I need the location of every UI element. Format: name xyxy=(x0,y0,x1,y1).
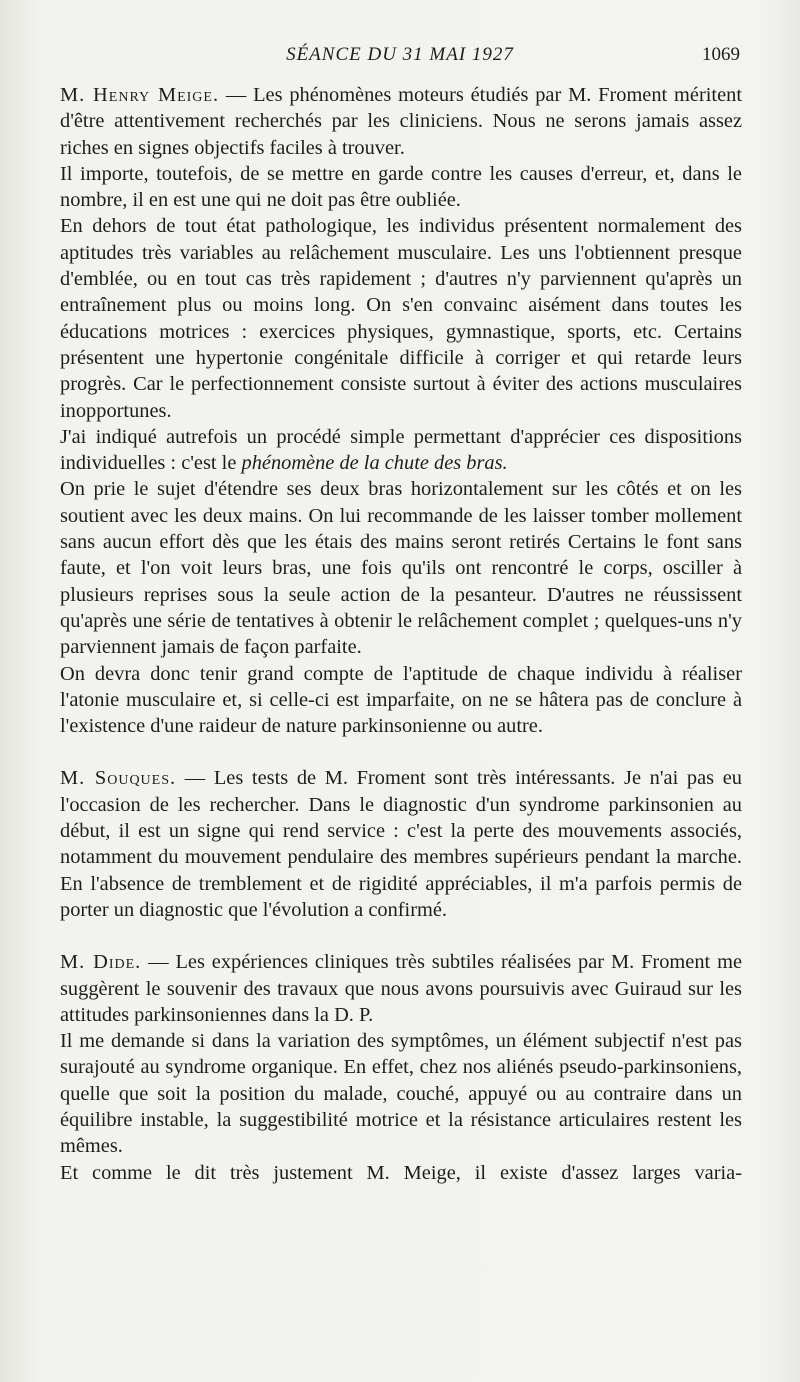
speaker-dide: M. Dide. xyxy=(60,951,142,974)
page-number: 1069 xyxy=(702,44,740,65)
section-gap xyxy=(60,923,742,949)
chute-des-bras-term: phénomène de la chute des bras. xyxy=(241,452,508,475)
meige-paragraph-3: En dehors de tout état pathologique, les individus présentent normalement des aptitudes très variables au relâchement musculaire. Les uns l'obtiennent presque d'emblée, ou en tout cas très rapidement ; d'autres n'y parviennent qu'après un entraînement plus ou moins long. On s'en convainc aisément dans toutes les éducations motrices : exercices physiques, gymnastique, sports, etc. Certains présentent une hypertonie congénitale difficile à corriger et qui retarde leurs progrès. Car le perfectionnement consiste surtout à éviter des actions musculaires inopportunes. xyxy=(60,215,742,422)
section-gap xyxy=(60,739,742,765)
speaker-meige: M. Henry Meige. xyxy=(60,84,220,106)
meige-paragraph-4 xyxy=(60,424,742,477)
souques-paragraph-1 xyxy=(60,765,742,923)
souques-paragraph-1-text: — Les tests de M. Froment sont très intéressants. Je n'ai pas eu l'occasion de les rechercher. Dans le diagnostic d'un syndrome parkinsonien au début, il est un signe qui rend service : c'est la perte des mouvements associés, notamment du mouvement pendulaire des membres supérieurs pendant la marche. En l'absence de tremblement et de rigidité appréciables, il m'a parfois permis de porter un diagnostic que l'évolution a confirmé. xyxy=(60,767,742,921)
running-title: SÉANCE DU 31 MAI 1927 xyxy=(286,44,514,65)
body-text xyxy=(60,82,742,1186)
dide-paragraph-3: Et comme le dit très justement M. Meige, il existe d'assez larges varia- xyxy=(60,1161,742,1184)
page-header xyxy=(60,44,740,74)
dide-paragraph-2: Il me demande si dans la variation des symptômes, un élément subjectif n'est pas surajouté au syndrome organique. En effet, chez nos aliénés pseudo-parkinsoniens, quelle que soit la position du malade, couché, appuyé ou au contraire dans un équilibre instable, la suggestibilité motrice et la résistance articulaires restent les mêmes. xyxy=(60,1030,742,1158)
meige-paragraph-1-text: — Les phénomènes moteurs étudiés par M. Froment méritent d'être attentivement recherchés par les cliniciens. Nous ne serons jamais assez riches en signes objectifs faciles à trouver. xyxy=(60,84,742,159)
meige-paragraph-2: Il importe, toutefois, de se mettre en garde contre les causes d'erreur, et, dans le nombre, il en est une qui ne doit pas être oubliée. xyxy=(60,162,742,212)
meige-paragraph-1 xyxy=(60,82,742,161)
meige-paragraph-5: On prie le sujet d'étendre ses deux bras horizontalement sur les côtés et on les soutient avec les deux mains. On lui recommande de les laisser tomber mollement sans aucun effort dès que les étais des mains seront retirés Certains le font sans faute, et l'on voit leurs bras, une fois qu'ils ont rencontré le corps, osciller à plusieurs reprises sous la seule action de la pesanteur. D'autres ne réussissent qu'après une série de tentatives à obtenir le relâchement complet ; quelques-uns n'y parviennent jamais de façon parfaite. xyxy=(60,478,742,659)
meige-paragraph-4-text: J'ai indiqué autrefois un procédé simple permettant d'apprécier ces dispositions individuelles : c'est le xyxy=(60,425,742,475)
speaker-souques: M. Souques. xyxy=(60,767,177,790)
dide-paragraph-1 xyxy=(60,949,742,1028)
dide-paragraph-1-text: — Les expériences cliniques très subtiles réalisées par M. Froment me suggèrent le souvenir des travaux que nous avons poursuivis avec Guiraud sur les attitudes parkinsoniennes dans la D. P. xyxy=(60,951,742,1026)
meige-paragraph-6: On devra donc tenir grand compte de l'aptitude de chaque individu à réaliser l'atonie musculaire et, si celle-ci est imparfaite, on ne se hâtera pas de conclure à l'existence d'une raideur de nature parkinsonienne ou autre. xyxy=(60,662,742,738)
